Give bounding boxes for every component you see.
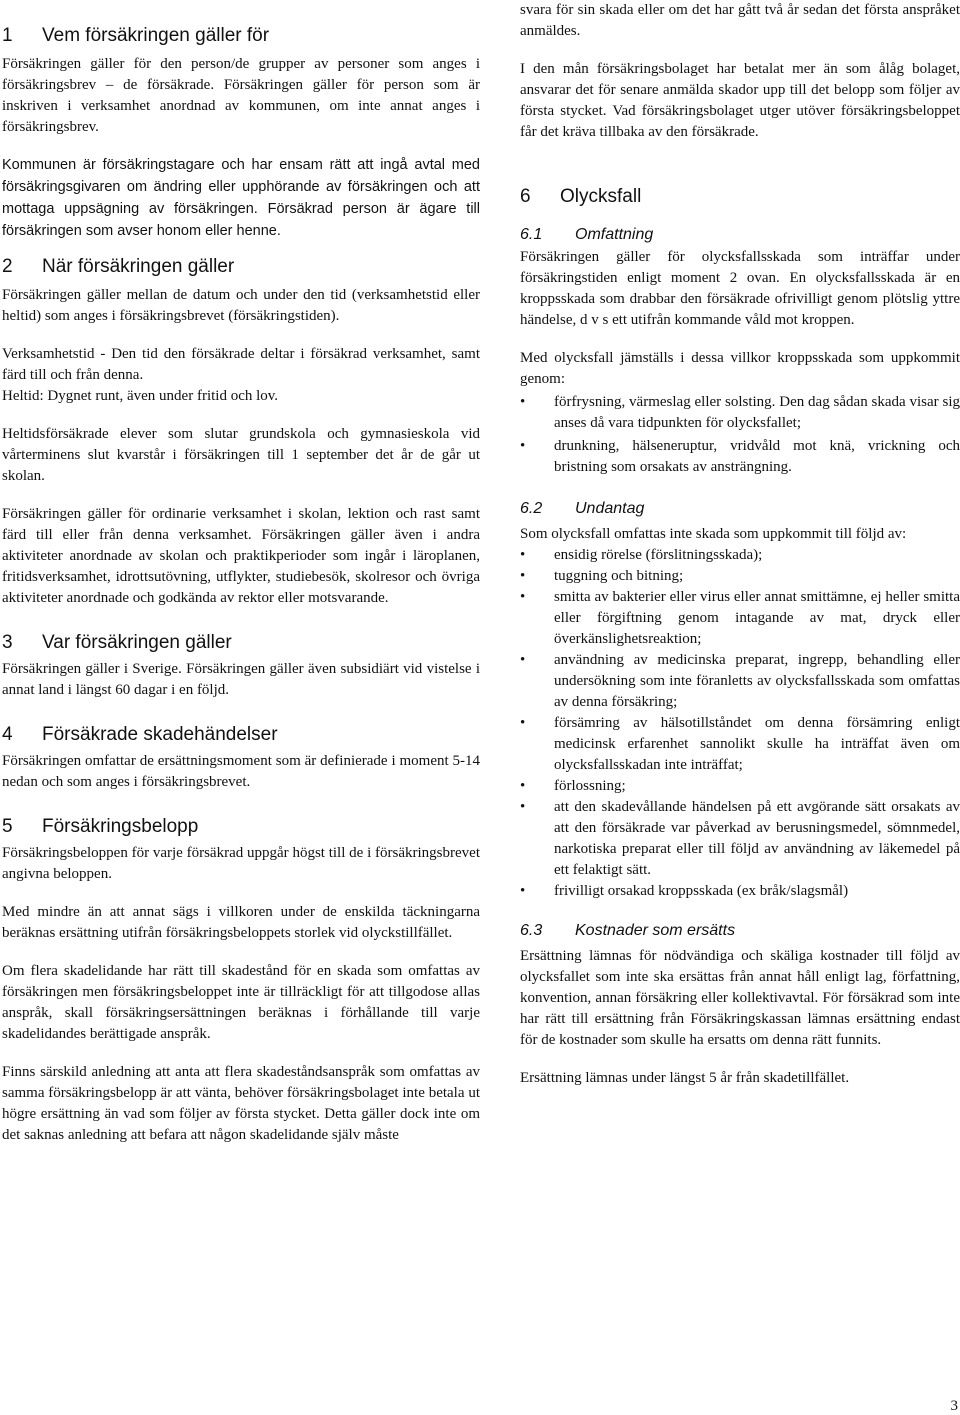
- paragraph: Verksamhetstid - Den tid den försäkrade deltar i försäkrad verksamhet, samt färd till och från denna.: [2, 346, 480, 383]
- page-number: 3: [950, 1398, 958, 1414]
- section-3-heading: [2, 632, 480, 654]
- list-item: • att den skadevållande händelsen på ett avgörande sätt orsakats av att den försäkrade var påverkad av berusningsmedel, sömnmedel, narkotiska preparat eller till följd av användning av läkemedel på ett felaktigt sätt.: [520, 799, 960, 878]
- subsection-number: 6.2: [520, 500, 543, 517]
- paragraph: Heltidsförsäkrade elever som slutar grundskola och gymnasieskola vid vårterminens slut kvarstår i försäkringen till 1 september det år de går ut skolan.: [2, 426, 480, 484]
- section-title: Vem försäkringen gäller för: [42, 25, 270, 46]
- bullet-icon: •: [520, 715, 526, 731]
- list-item: • försämring av hälsotillståndet om denna försämring enligt medicinsk erfarenhet sannolikt skulle ha inträffat även om olycksfallsskadan inte inträffat;: [520, 715, 960, 773]
- section-4-heading: [2, 724, 480, 746]
- paragraph: Ersättning lämnas för nödvändiga och skäliga kostnader till följd av olycksfallet som inte ska ersättas från annat håll enligt lag, författning, konvention, annan försäkring eller kollektivavtal. För försäkrad som inte har rätt till ersättning från Försäkringskassan lämnas ersättning endast för de kostnader som skulle ha ersatts om denna rätt funnits.: [520, 948, 960, 1048]
- list-item: • drunkning, hälseneruptur, vridvåld mot knä, vrickning och bristning som orsakats av ansträngning.: [520, 438, 960, 475]
- paragraph: Försäkringsbeloppen för varje försäkrad uppgår högst till de i försäkringsbrevet angivna beloppen.: [2, 845, 480, 882]
- section-title: Försäkringsbelopp: [42, 816, 199, 837]
- subsection-title: Undantag: [575, 500, 645, 517]
- section-title: Olycksfall: [560, 186, 642, 207]
- bullet-icon: •: [520, 438, 526, 454]
- section-2-heading: [2, 256, 480, 278]
- bullet-icon: •: [520, 568, 526, 584]
- paragraph: Ersättning lämnas under längst 5 år från skadetillfället.: [520, 1070, 850, 1086]
- subsection-number: 6.1: [520, 226, 543, 243]
- list-item: • ensidig rörelse (förslitningsskada);: [520, 545, 960, 566]
- section-1-heading: [2, 25, 480, 47]
- paragraph: I den mån försäkringsbolaget har betalat mer än som ålåg bolaget, ansvarar det för senare anmälda skador upp till det belopp som följer av första stycket. Vad försäkringsbolaget utger utöver försäkringsbeloppet får det kräva tillbaka av den försäkrade.: [520, 61, 960, 140]
- subsection-number: 6.3: [520, 922, 543, 939]
- bullet-list: [520, 392, 960, 478]
- paragraph: Med olycksfall jämställs i dessa villkor kroppsskada som uppkommit genom:: [520, 350, 960, 387]
- paragraph-continued: svara för sin skada eller om det har gått två år sedan det första anspråket anmäldes.: [520, 2, 960, 39]
- subsection-6-3-heading: [520, 921, 960, 941]
- section-number: 3: [2, 632, 13, 653]
- paragraph: Om flera skadelidande har rätt till skadestånd för en skada som omfattas av försäkringen men försäkringsbeloppet inte är tillräckligt för att tillgodose allas anspråk, skall försäkringsersättningen beräknas i förhållande till varje skadelidandes berättigade anspråk.: [2, 963, 480, 1042]
- bullet-icon: •: [520, 778, 526, 794]
- paragraph: Försäkringen gäller för ordinarie verksamhet i skolan, lektion och rast samt färd till eller från denna verksamhet. Försäkringen gäller även i andra aktiviteter anordnade av skolan och praktikperioder som ingår i läroplanen, fritidsverksamhet, idrottsutövning, utflykter, studiebesök, skolresor och övriga aktiviteter anordnade och godkända av rektor eller motsvarande.: [2, 506, 480, 606]
- paragraph: Som olycksfall omfattas inte skada som uppkommit till följd av:: [520, 526, 907, 542]
- section-6-heading: [520, 186, 960, 208]
- paragraph: Försäkringen gäller för olycksfallsskada som inträffar under försäkringstiden enligt moment 2 ovan. En olycksfallsskada är en kroppsskada som drabbar den försäkrade ofrivilligt genom plötslig yttre händelse, d v s ett utifrån kommande våld mot kroppen.: [520, 249, 960, 328]
- section-number: 2: [2, 256, 13, 277]
- section-number: 6: [520, 186, 531, 207]
- paragraph: Finns särskild anledning att anta att flera skadeståndsanspråk som omfattas av samma försäkringsbelopp är att vänta, behöver försäkringsbolaget inte betala ut högre ersättning än vad som följer av första stycket. Detta gäller dock inte om det saknas anledning att befara att någon skadelidande själv måste: [2, 1064, 480, 1143]
- section-title: Var försäkringen gäller: [42, 632, 232, 653]
- list-item: • användning av medicinska preparat, ingrepp, behandling eller undersökning som inte föranletts av olycksfallsskada som omfattas av denna försäkring;: [520, 652, 960, 710]
- paragraph: Heltid: Dygnet runt, även under fritid och lov.: [2, 388, 279, 404]
- list-item: • förlossning;: [520, 776, 960, 797]
- list-item: • förfrysning, värmeslag eller solsting. Den dag sådan skada visar sig anses då vara tidpunkten för olycksfallet;: [520, 394, 960, 431]
- section-5-heading: [2, 816, 480, 838]
- paragraph: Försäkringen omfattar de ersättningsmoment som är definierade i moment 5-14 nedan och som anges i försäkringsbrevet.: [2, 753, 480, 790]
- list-item: • tuggning och bitning;: [520, 566, 960, 587]
- bullet-icon: •: [520, 589, 526, 605]
- paragraph: Kommunen är försäkringstagare och har ensam rätt att ingå avtal med försäkringsgivaren om ändring eller upphörande av försäkringen och att mottaga uppsägning av försäkringen. Försäkrad person är ägare till försäkringen som avser honom eller henne.: [2, 157, 480, 239]
- bullet-list: [520, 545, 960, 902]
- subsection-title: Kostnader som ersätts: [575, 922, 736, 939]
- bullet-icon: •: [520, 652, 526, 668]
- section-number: 4: [2, 724, 13, 745]
- section-number: 1: [2, 25, 13, 46]
- list-item: • smitta av bakterier eller virus eller annat smittämne, ej heller smitta eller förgiftning genom intagande av mat, dryck eller överkänslighetsreaktion;: [520, 589, 960, 647]
- right-column: [520, 0, 960, 1089]
- section-number: 5: [2, 816, 13, 837]
- paragraph: Försäkringen gäller i Sverige. Försäkringen gäller även subsidiärt vid vistelse i annat land i längst 60 dagar i en följd.: [2, 661, 480, 698]
- paragraph: Försäkringen gäller mellan de datum och under den tid (verksamhetstid eller heltid) som anges i försäkringsbrevet (försäkringstiden).: [2, 287, 480, 324]
- section-title: När försäkringen gäller: [42, 256, 235, 277]
- subsection-6-2-heading: [520, 499, 960, 519]
- paragraph: Försäkringen gäller för den person/de grupper av personer som anges i försäkringsbrev – de försäkrade. Försäkringen gäller för person som är inskriven i verksamhet anordnad av kommunen, om inte annat anges i försäkringsbrev.: [2, 56, 480, 135]
- section-title: Försäkrade skadehändelser: [42, 724, 278, 745]
- list-item: • frivilligt orsakad kroppsskada (ex bråk/slagsmål): [520, 881, 960, 902]
- bullet-icon: •: [520, 799, 526, 815]
- bullet-icon: •: [520, 394, 526, 410]
- left-column: [2, 0, 480, 1146]
- bullet-icon: •: [520, 547, 526, 563]
- subsection-6-1-heading: [520, 225, 960, 245]
- paragraph: Med mindre än att annat sägs i villkoren under de enskilda täckningarna beräknas ersättning utifrån försäkringsbeloppets storlek vid olyckstillfället.: [2, 904, 480, 941]
- subsection-title: Omfattning: [575, 226, 654, 243]
- bullet-icon: •: [520, 883, 526, 899]
